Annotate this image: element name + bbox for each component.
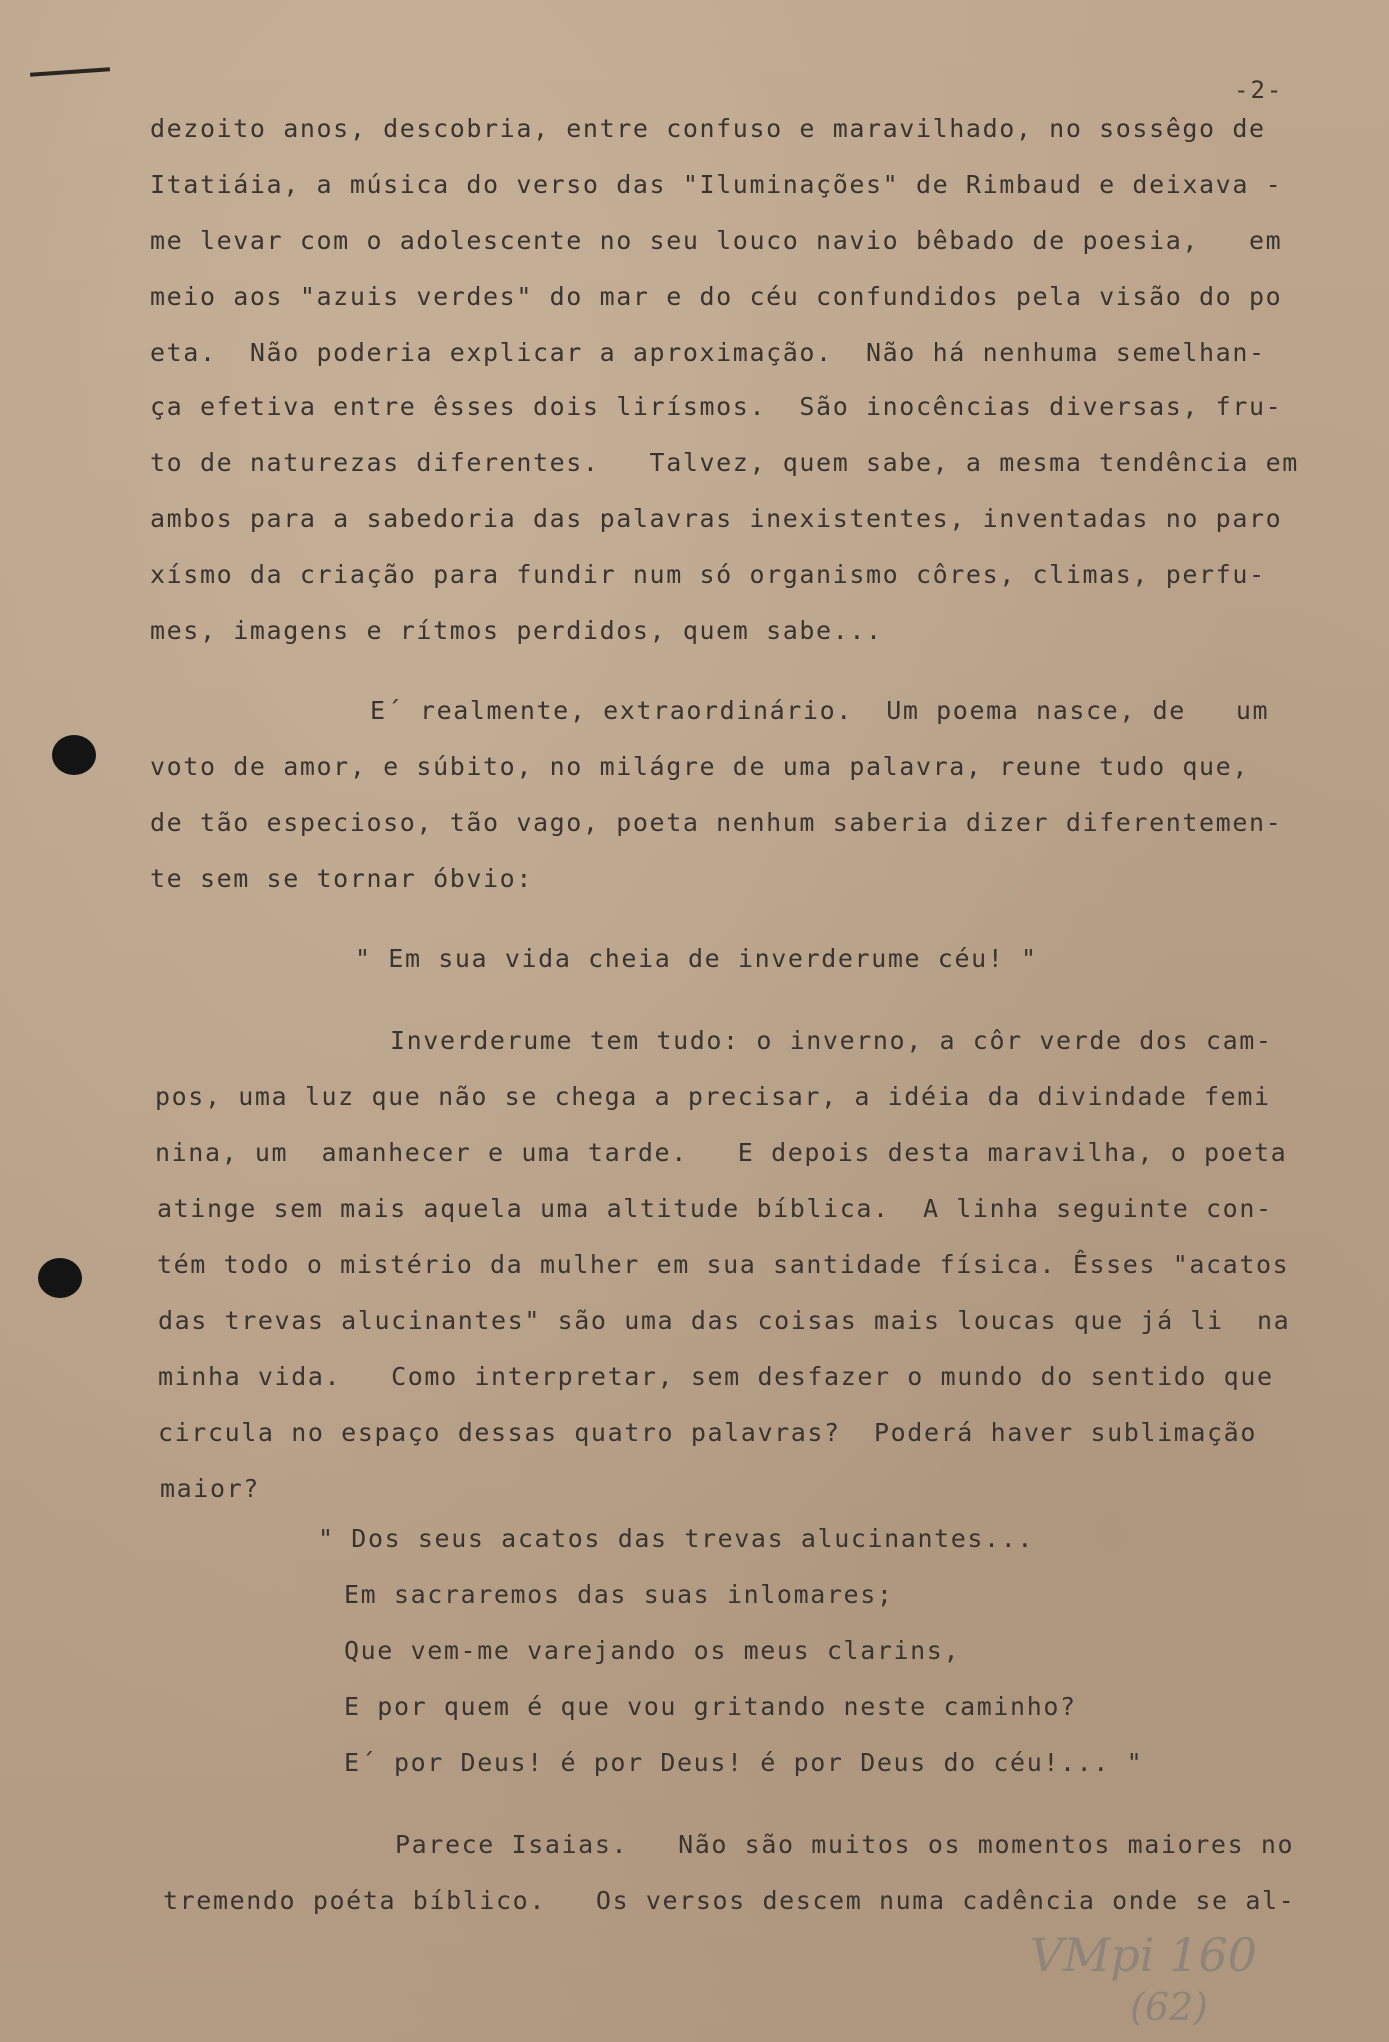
text-line: " Em sua vida cheia de inverderume céu! ": [355, 944, 1038, 973]
text-line: Inverderume tem tudo: o inverno, a côr verde dos cam-: [390, 1026, 1273, 1055]
text-line: dezoito anos, descobria, entre confuso e maravilhado, no sossêgo de: [150, 114, 1266, 143]
text-line: ça efetiva entre êsses dois lirísmos. São inocências diversas, fru-: [150, 392, 1283, 421]
text-line: Itatiáia, a música do verso das "Iluminações" de Rimbaud e deixava -: [150, 170, 1283, 199]
text-line: de tão especioso, tão vago, poeta nenhum saberia dizer diferentemen-: [150, 808, 1283, 837]
text-line: circula no espaço dessas quatro palavras? Poderá haver sublimação: [158, 1418, 1257, 1447]
handwritten-archive-code: VMpi 160: [1030, 1928, 1257, 1982]
text-line: E´ realmente, extraordinário. Um poema nasce, de um: [370, 696, 1270, 725]
text-line: eta. Não poderia explicar a aproximação. Não há nenhuma semelhan-: [150, 338, 1266, 367]
text-line: pos, uma luz que não se chega a precisar, a idéia da divindade femi: [155, 1082, 1271, 1111]
text-line: meio aos "azuis verdes" do mar e do céu confundidos pela visão do po: [150, 282, 1283, 311]
text-line: nina, um amanhecer e uma tarde. E depois desta maravilha, o poeta: [155, 1138, 1288, 1167]
text-line: voto de amor, e súbito, no milágre de uma palavra, reune tudo que,: [150, 752, 1249, 781]
top-left-mark: [30, 67, 110, 77]
text-line: me levar com o adolescente no seu louco navio bêbado de poesia, em: [150, 226, 1283, 255]
text-line: te sem se tornar óbvio:: [150, 864, 533, 893]
text-line: Que vem-me varejando os meus clarins,: [344, 1636, 961, 1665]
text-line: xísmo da criação para fundir num só organismo côres, climas, perfu-: [150, 560, 1266, 589]
text-line: ambos para a sabedoria das palavras inexistentes, inventadas no paro: [150, 504, 1283, 533]
text-line: E´ por Deus! é por Deus! é por Deus do céu!... ": [344, 1748, 1144, 1777]
text-line: das trevas alucinantes" são uma das coisas mais loucas que já li na: [158, 1306, 1291, 1335]
text-line: maior?: [160, 1474, 260, 1503]
punch-hole-top: [52, 735, 96, 775]
text-line: to de naturezas diferentes. Talvez, quem sabe, a mesma tendência em: [150, 448, 1299, 477]
punch-hole-bottom: [38, 1258, 82, 1298]
text-line: tremendo poéta bíblico. Os versos descem numa cadência onde se al-: [163, 1886, 1296, 1915]
text-line: tém todo o mistério da mulher em sua santidade física. Êsses "acatos: [157, 1250, 1290, 1279]
text-line: atinge sem mais aquela uma altitude bíblica. A linha seguinte con-: [157, 1194, 1273, 1223]
text-line: E por quem é que vou gritando neste caminho?: [344, 1692, 1077, 1721]
page-number: -2-: [1234, 76, 1284, 104]
text-line: " Dos seus acatos das trevas alucinantes...: [318, 1524, 1035, 1553]
text-line: Em sacraremos das suas inlomares;: [344, 1580, 894, 1609]
text-line: minha vida. Como interpretar, sem desfazer o mundo do sentido que: [158, 1362, 1274, 1391]
text-line: Parece Isaias. Não são muitos os momentos maiores no: [395, 1830, 1295, 1859]
handwritten-folio-number: (62): [1130, 1985, 1209, 2029]
text-line: mes, imagens e rítmos perdidos, quem sabe...: [150, 616, 883, 645]
